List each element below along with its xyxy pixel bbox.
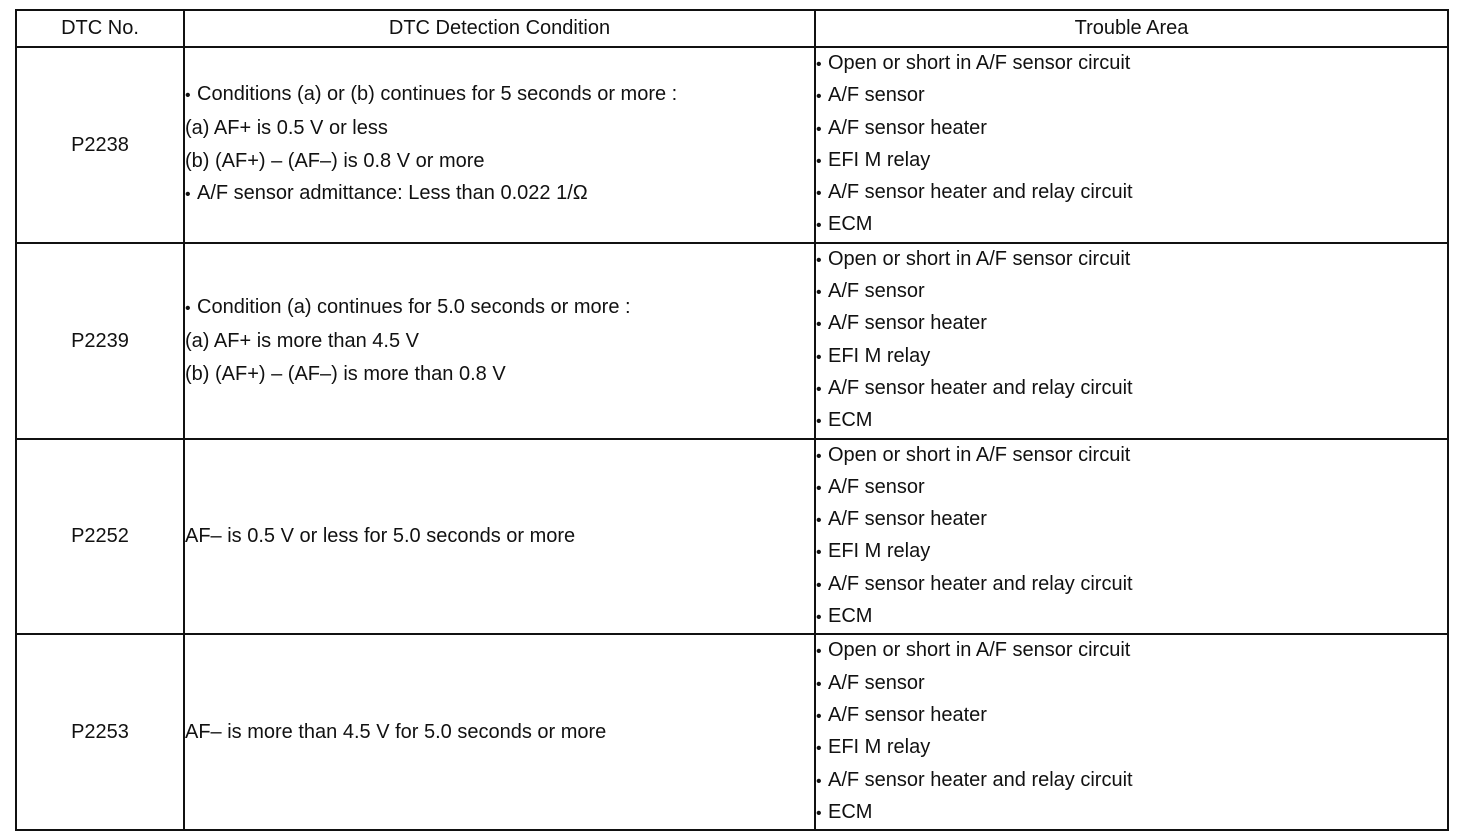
trouble-area-item xyxy=(816,765,1447,797)
bullet-icon: • xyxy=(816,740,822,758)
trouble-area-text: EFI M relay xyxy=(828,148,931,171)
bullet-icon: • xyxy=(816,348,822,366)
bullet-icon: • xyxy=(816,413,822,431)
table-row xyxy=(16,634,1448,830)
header-row xyxy=(16,10,1448,47)
trouble-area-cell xyxy=(815,243,1448,439)
trouble-area-item xyxy=(816,472,1447,504)
trouble-area-text: EFI M relay xyxy=(828,736,931,759)
trouble-area-item xyxy=(816,635,1447,667)
bullet-icon: • xyxy=(816,447,822,465)
dtc-code-cell: P2238 xyxy=(16,47,184,243)
trouble-area-item xyxy=(816,601,1447,633)
trouble-area-text: Open or short in A/F sensor circuit xyxy=(828,639,1131,662)
table-header xyxy=(16,10,1448,47)
trouble-area-text: Open or short in A/F sensor circuit xyxy=(828,443,1131,466)
trouble-area-text: A/F sensor heater and relay circuit xyxy=(828,181,1133,204)
bullet-icon: • xyxy=(816,675,822,693)
condition-line xyxy=(185,291,814,326)
table-row xyxy=(16,439,1448,635)
condition-line xyxy=(185,78,814,113)
trouble-area-text: A/F sensor xyxy=(828,280,925,303)
bullet-icon: • xyxy=(816,185,822,203)
bullet-icon: • xyxy=(816,544,822,562)
condition-text: Condition (a) continues for 5.0 seconds or more : xyxy=(197,295,631,318)
trouble-area-text: Open or short in A/F sensor circuit xyxy=(828,52,1131,74)
bullet-icon: • xyxy=(816,120,822,138)
trouble-area-item xyxy=(816,244,1447,276)
bullet-icon: • xyxy=(816,380,822,398)
trouble-area-item xyxy=(816,732,1447,764)
header-trouble-area: Trouble Area xyxy=(815,10,1448,47)
dtc-code-cell: P2252 xyxy=(16,439,184,635)
bullet-icon: • xyxy=(816,152,822,170)
trouble-area-text: A/F sensor heater and relay circuit xyxy=(828,768,1133,791)
trouble-area-text: EFI M relay xyxy=(828,540,931,563)
detection-condition-cell xyxy=(184,634,815,830)
dtc-table xyxy=(15,9,1449,831)
trouble-area-text: ECM xyxy=(828,213,873,236)
bullet-icon: • xyxy=(816,284,822,302)
trouble-area-text: A/F sensor heater xyxy=(828,312,987,335)
trouble-area-item xyxy=(816,209,1447,241)
trouble-area-item xyxy=(816,276,1447,308)
bullet-icon: • xyxy=(185,86,191,104)
detection-condition-cell xyxy=(184,243,815,439)
trouble-area-item xyxy=(816,405,1447,437)
trouble-area-item xyxy=(816,145,1447,177)
trouble-area-cell xyxy=(815,634,1448,830)
table-row xyxy=(16,243,1448,439)
trouble-area-item xyxy=(816,80,1447,112)
trouble-area-item xyxy=(816,504,1447,536)
trouble-area-text: A/F sensor heater xyxy=(828,508,987,531)
bullet-icon: • xyxy=(816,251,822,269)
condition-line xyxy=(185,145,814,178)
trouble-area-text: A/F sensor heater xyxy=(828,116,987,139)
condition-text: AF– is more than 4.5 V for 5.0 seconds or more xyxy=(185,720,607,743)
bullet-icon: • xyxy=(185,186,191,204)
bullet-icon: • xyxy=(816,316,822,334)
trouble-area-item xyxy=(816,48,1447,80)
bullet-icon: • xyxy=(816,479,822,497)
bullet-icon: • xyxy=(816,512,822,530)
bullet-icon: • xyxy=(816,56,822,73)
condition-text: A/F sensor admittance: Less than 0.022 1/Ω xyxy=(197,182,588,205)
condition-line xyxy=(185,716,814,749)
trouble-area-text: A/F sensor heater and relay circuit xyxy=(828,376,1133,399)
trouble-area-item xyxy=(816,440,1447,472)
condition-line xyxy=(185,112,814,145)
condition-line xyxy=(185,358,814,391)
table-row xyxy=(16,47,1448,243)
bullet-icon: • xyxy=(816,88,822,106)
trouble-area-text: A/F sensor heater xyxy=(828,703,987,726)
trouble-area-item xyxy=(816,341,1447,373)
trouble-area-text: A/F sensor xyxy=(828,475,925,498)
bullet-icon: • xyxy=(816,643,822,661)
trouble-area-item xyxy=(816,113,1447,145)
bullet-icon: • xyxy=(816,707,822,725)
trouble-area-item xyxy=(816,308,1447,340)
condition-text: (b) (AF+) – (AF–) is 0.8 V or more xyxy=(185,149,485,172)
trouble-area-item xyxy=(816,700,1447,732)
bullet-icon: • xyxy=(185,299,191,317)
trouble-area-item xyxy=(816,569,1447,601)
detection-condition-cell xyxy=(184,47,815,243)
dtc-code-cell: P2239 xyxy=(16,243,184,439)
trouble-area-item xyxy=(816,177,1447,209)
bullet-icon: • xyxy=(816,609,822,627)
bullet-icon: • xyxy=(816,804,822,822)
trouble-area-cell xyxy=(815,47,1448,243)
trouble-area-text: EFI M relay xyxy=(828,344,931,367)
condition-text: Conditions (a) or (b) continues for 5 seconds or more : xyxy=(197,82,678,105)
trouble-area-item xyxy=(816,536,1447,568)
trouble-area-text: ECM xyxy=(828,800,873,823)
condition-text: (a) AF+ is more than 4.5 V xyxy=(185,330,419,353)
trouble-area-text: Open or short in A/F sensor circuit xyxy=(828,247,1131,270)
trouble-area-text: ECM xyxy=(828,605,873,628)
trouble-area-item xyxy=(816,797,1447,829)
trouble-area-text: A/F sensor xyxy=(828,671,925,694)
table-body xyxy=(16,47,1448,830)
header-dtc-no: DTC No. xyxy=(16,10,184,47)
trouble-area-text: A/F sensor xyxy=(828,84,925,107)
trouble-area-text: A/F sensor heater and relay circuit xyxy=(828,572,1133,595)
trouble-area-cell xyxy=(815,439,1448,635)
trouble-area-item xyxy=(816,668,1447,700)
condition-line xyxy=(185,325,814,358)
trouble-area-item xyxy=(816,373,1447,405)
bullet-icon: • xyxy=(816,217,822,235)
condition-text: (b) (AF+) – (AF–) is more than 0.8 V xyxy=(185,362,506,385)
condition-line xyxy=(185,177,814,212)
condition-line xyxy=(185,520,814,553)
header-detection-condition: DTC Detection Condition xyxy=(184,10,815,47)
bullet-icon: • xyxy=(816,772,822,790)
detection-condition-cell xyxy=(184,439,815,635)
condition-text: (a) AF+ is 0.5 V or less xyxy=(185,117,388,140)
condition-text: AF– is 0.5 V or less for 5.0 seconds or more xyxy=(185,525,576,548)
bullet-icon: • xyxy=(816,576,822,594)
trouble-area-text: ECM xyxy=(828,409,873,432)
dtc-code-cell: P2253 xyxy=(16,634,184,830)
